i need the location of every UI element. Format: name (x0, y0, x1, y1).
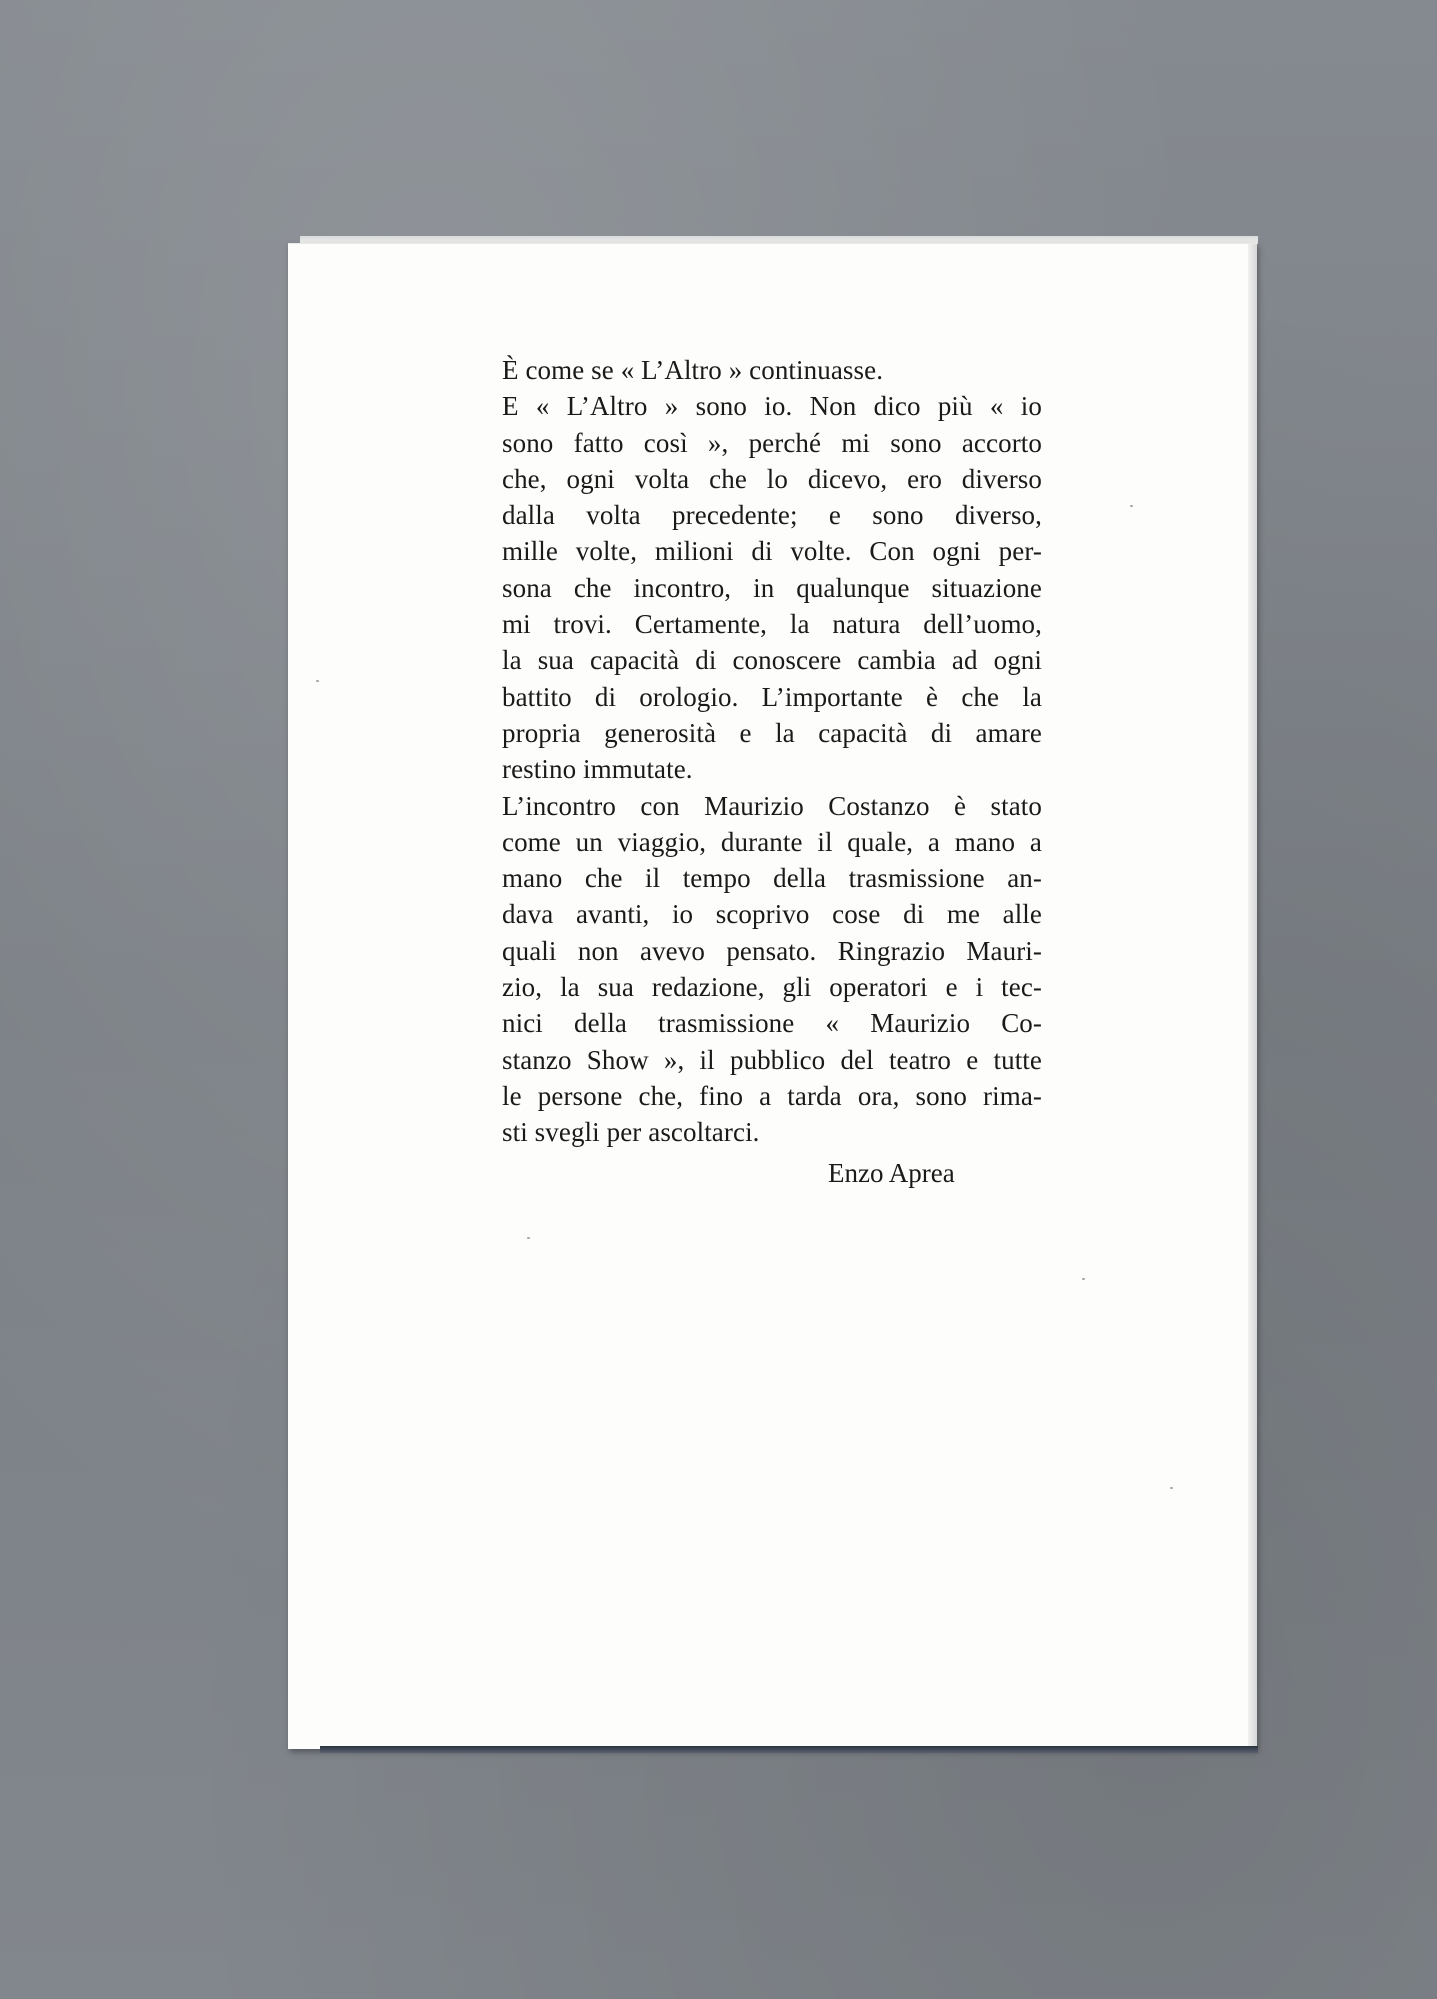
text-line: come un viaggio, durante il quale, a mano a (502, 826, 1042, 857)
dust-speck (1170, 1487, 1173, 1489)
cover-text-block (502, 352, 1042, 1151)
text-line: zio, la sua redazione, gli operatori e i tec- (502, 972, 1042, 1003)
text-line: restino immutate. (502, 754, 693, 785)
dust-speck (1082, 1278, 1085, 1280)
text-line: sti svegli per ascoltarci. (502, 1117, 760, 1148)
dust-speck (1130, 505, 1133, 507)
text-line: nici della trasmissione « Maurizio Co- (502, 1008, 1042, 1039)
dust-speck (527, 1237, 530, 1239)
text-line: quali non avevo pensato. Ringrazio Mauri- (502, 935, 1042, 966)
text-line: dalla volta precedente; e sono diverso, (502, 500, 1042, 531)
book-bottom-edge (320, 1746, 1258, 1753)
text-line: mi trovi. Certamente, la natura dell’uomo, (502, 609, 1042, 640)
text-line: mille volte, milioni di volte. Con ogni per- (502, 536, 1042, 567)
text-line: stanzo Show », il pubblico del teatro e tutte (502, 1044, 1042, 1075)
text-line: la sua capacità di conoscere cambia ad ogni (502, 645, 1042, 676)
text-line: propria generosità e la capacità di amare (502, 717, 1042, 748)
text-line: battito di orologio. L’importante è che la (502, 681, 1042, 712)
text-line: sono fatto così », perché mi sono accorto (502, 427, 1042, 458)
text-line: sona che incontro, in qualunque situazione (502, 572, 1042, 603)
text-line: dava avanti, io scoprivo cose di me alle (502, 899, 1042, 930)
text-line: E « L’Altro » sono io. Non dico più « io (502, 391, 1042, 422)
text-line: che, ogni volta che lo dicevo, ero diverso (502, 463, 1042, 494)
text-line: È come se « L’Altro » continuasse. (502, 355, 884, 385)
text-line: le persone che, fino a tarda ora, sono rima- (502, 1080, 1042, 1111)
author-signature: Enzo Aprea (828, 1158, 955, 1188)
dust-speck (316, 680, 319, 682)
text-line: L’incontro con Maurizio Costanzo è stato (502, 790, 1042, 821)
text-line: mano che il tempo della trasmissione an- (502, 863, 1042, 894)
book-right-edge (1248, 244, 1257, 1747)
